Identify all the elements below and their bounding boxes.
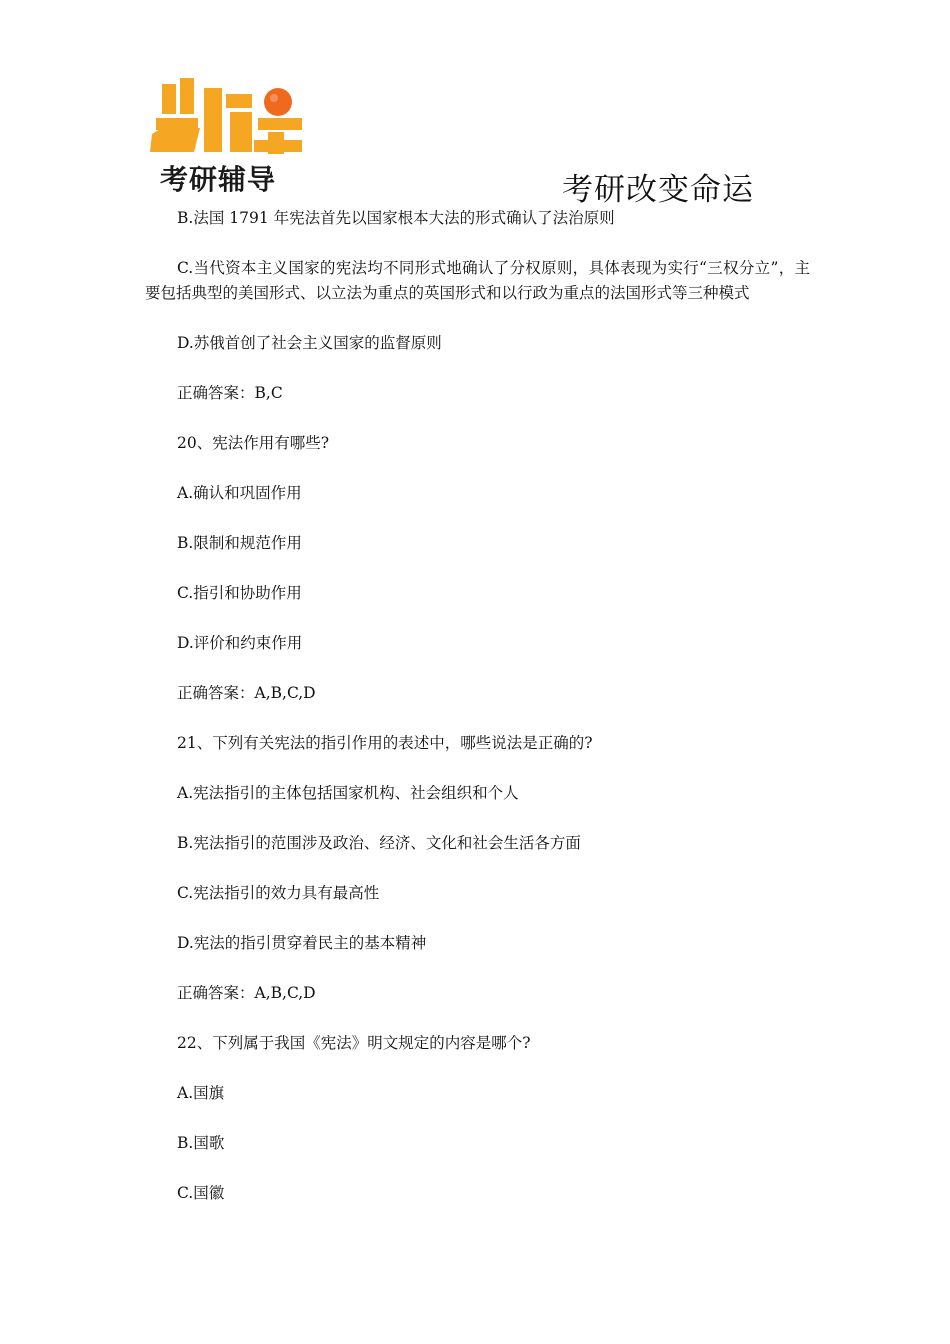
logo-text: 考研辅导 bbox=[160, 163, 277, 196]
q20-option-d: D.评价和约束作用 bbox=[177, 634, 303, 652]
q21-option-b: B.宪法指引的范围涉及政治、经济、文化和社会生活各方面 bbox=[177, 834, 581, 852]
question-20: 20、宪法作用有哪些? bbox=[177, 434, 330, 452]
q22-option-a: A.国旗 bbox=[177, 1084, 225, 1102]
answer-20: 正确答案：A,B,C,D bbox=[177, 684, 316, 702]
q20-option-b: B.限制和规范作用 bbox=[177, 534, 302, 552]
brand-logo bbox=[150, 74, 310, 198]
q22-option-c: C.国徽 bbox=[177, 1184, 225, 1202]
answer-19: 正确答案：B,C bbox=[177, 384, 283, 402]
question-22: 22、下列属于我国《宪法》明文规定的内容是哪个? bbox=[177, 1034, 531, 1052]
q21-option-c: C.宪法指引的效力具有最高性 bbox=[177, 884, 380, 902]
document-body bbox=[145, 206, 810, 1231]
answer-21: 正确答案：A,B,C,D bbox=[177, 984, 316, 1002]
question-21: 21、下列有关宪法的指引作用的表述中，哪些说法是正确的? bbox=[177, 734, 593, 752]
option-c-separation-of-powers: C.当代资本主义国家的宪法均不同形式地确认了分权原则，具体表现为实行“三权分立”，主要包括典型的美国形式、以立法为重点的英国形式和以行政为重点的法国形式等三种模式 bbox=[145, 259, 810, 302]
q20-option-c: C.指引和协助作用 bbox=[177, 584, 302, 602]
q22-option-b: B.国歌 bbox=[177, 1134, 225, 1152]
logo-mark-icon bbox=[150, 74, 310, 158]
option-b-1791: B.法国 1791 年宪法首先以国家根本大法的形式确认了法治原则 bbox=[177, 209, 615, 227]
slogan: 考研改变命运 bbox=[562, 172, 754, 208]
option-d-soviet: D.苏俄首创了社会主义国家的监督原则 bbox=[177, 334, 442, 352]
q21-option-d: D.宪法的指引贯穿着民主的基本精神 bbox=[177, 934, 427, 952]
q20-option-a: A.确认和巩固作用 bbox=[177, 484, 302, 502]
q21-option-a: A.宪法指引的主体包括国家机构、社会组织和个人 bbox=[177, 784, 519, 802]
